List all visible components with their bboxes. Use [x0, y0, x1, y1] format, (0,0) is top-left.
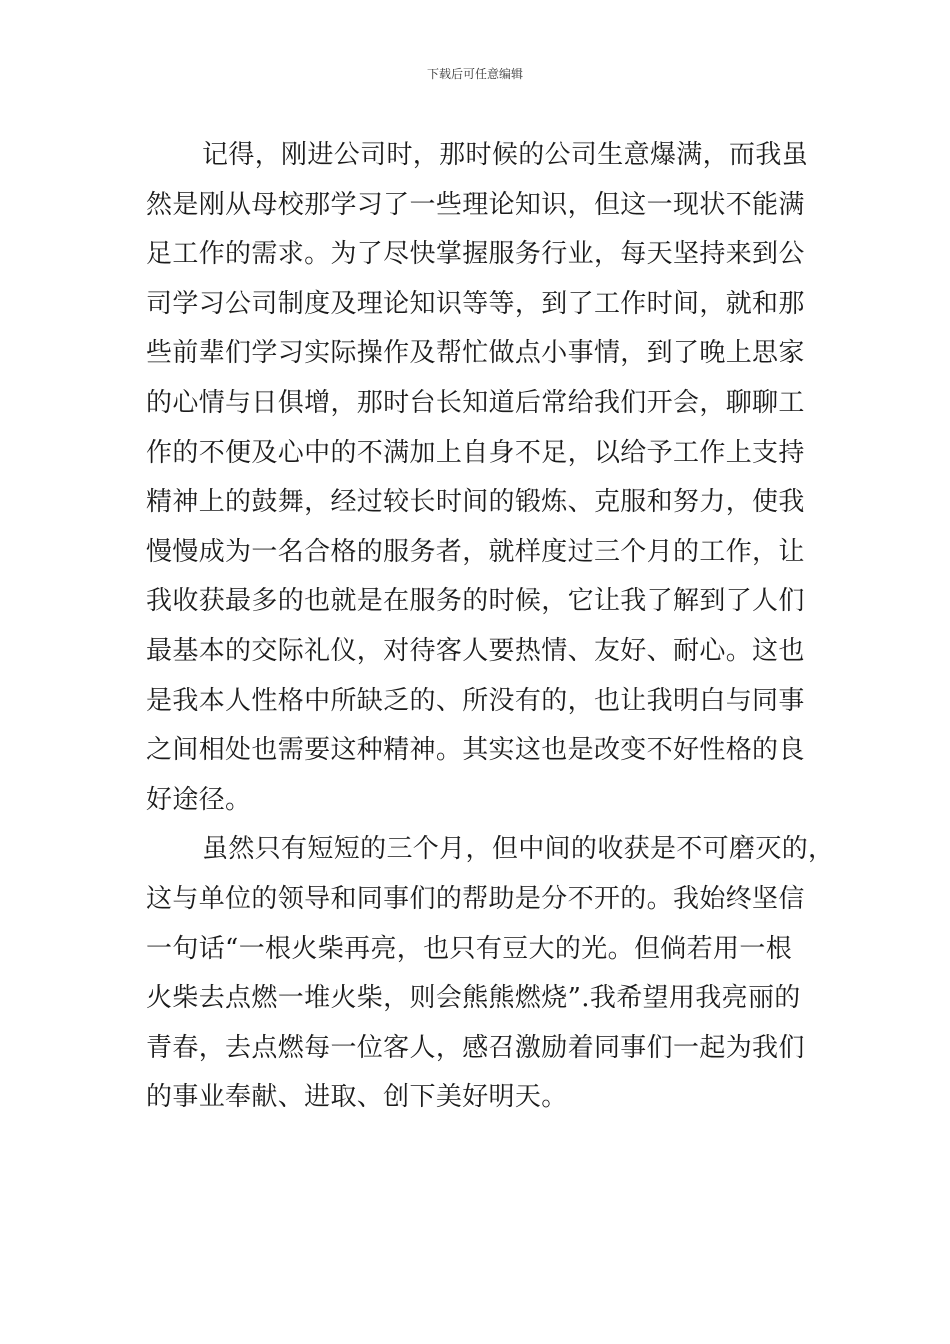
paragraph-line: 作的不便及心中的不满加上自身不足，以给予工作上支持 [146, 437, 805, 468]
paragraph-line: 一句话“一根火柴再亮，也只有豆大的光。但倘若用一根 [146, 933, 793, 964]
paragraph-2 [146, 825, 835, 1123]
paragraph-line: 火柴去点燃一堆火柴，则会熊熊燃烧”.我希望用我亮丽的 [146, 983, 801, 1014]
paragraph-1 [146, 131, 811, 825]
paragraph-line: 好途径。 [146, 784, 252, 815]
paragraph-line: 精神上的鼓舞，经过较长时间的锻炼、克服和努力，使我 [146, 487, 805, 518]
paragraph-line: 是我本人性格中所缺乏的、所没有的，也让我明白与同事 [146, 685, 805, 716]
paragraph-line: 司学习公司制度及理论知识等等，到了工作时间，就和那 [146, 288, 805, 319]
paragraph-line: 青春，去点燃每一位客人，感召激励着同事们一起为我们 [146, 1032, 805, 1063]
paragraph-line: 足工作的需求。为了尽快掌握服务行业，每天坚持来到公 [146, 239, 805, 270]
paragraph-line: 最基本的交际礼仪，对待客人要热情、友好、耐心。这也 [146, 635, 805, 666]
paragraph-line: 记得，刚进公司时，那时候的公司生意爆满，而我虽 [202, 140, 809, 170]
paragraph-line: 之间相处也需要这种精神。其实这也是改变不好性格的良 [146, 735, 805, 766]
document-body [146, 131, 835, 1123]
paragraph-line: 虽然只有短短的三个月，但中间的收获是不可磨灭的， [202, 834, 835, 865]
paragraph-line: 这与单位的领导和同事们的帮助是分不开的。我始终坚信 [146, 883, 805, 914]
paragraph-line: 然是刚从母校那学习了一些理论知识，但这一现状不能满 [146, 189, 805, 220]
paragraph-line: 我收获最多的也就是在服务的时候，它让我了解到了人们 [146, 586, 805, 617]
paragraph-line: 慢慢成为一名合格的服务者，就样度过三个月的工作，让 [146, 536, 805, 567]
paragraph-line: 些前辈们学习实际操作及帮忙做点小事情，到了晚上思家 [146, 338, 805, 369]
paragraph-line: 的事业奉献、进取、创下美好明天。 [146, 1082, 568, 1113]
header-note: 下载后可任意编辑 [426, 67, 523, 81]
paragraph-line: 的心情与日俱增，那时台长知道后常给我们开会，聊聊工 [146, 387, 805, 418]
